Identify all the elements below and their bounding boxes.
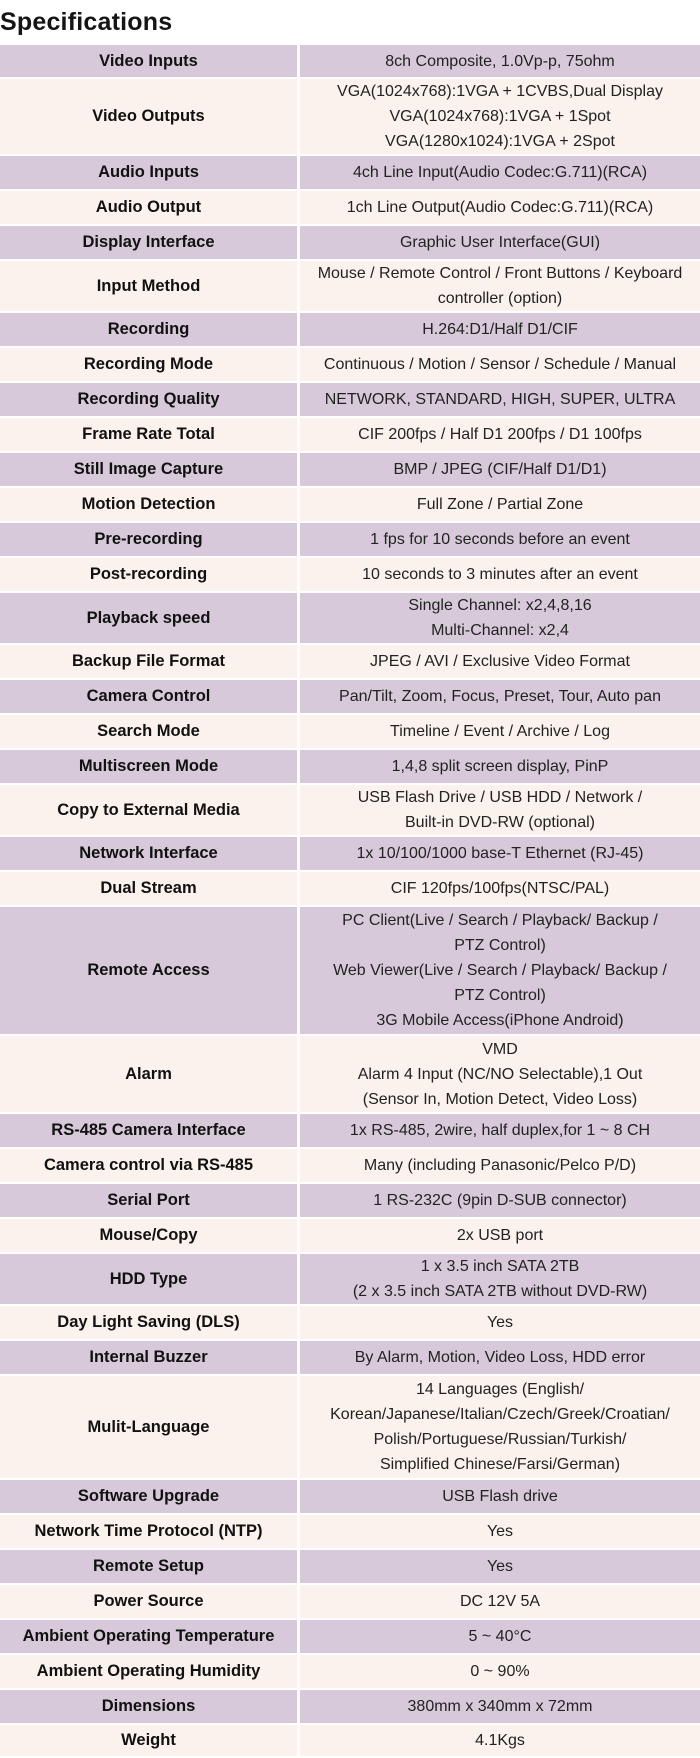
spec-value-line: 10 seconds to 3 minutes after an event [362,566,638,583]
spec-value [300,1149,700,1184]
table-row [0,383,700,418]
spec-value [300,79,700,156]
spec-label: Video Inputs [0,45,300,79]
spec-value [300,1114,700,1149]
spec-label: Power Source [0,1585,300,1620]
spec-value-line: 8ch Composite, 1.0Vp-p, 75ohm [385,52,615,70]
spec-label: Dual Stream [0,872,300,907]
spec-label: Remote Setup [0,1550,300,1585]
spec-label: Camera Control [0,680,300,715]
table-row [0,1690,700,1725]
spec-value [300,1184,700,1219]
spec-value-line: Pan/Tilt, Zoom, Focus, Preset, Tour, Auto pan [339,688,661,705]
table-row [0,1620,700,1655]
spec-value-line: DC 12V 5A [459,1593,541,1610]
spec-label: Motion Detection [0,488,300,523]
table-row [0,1655,700,1690]
spec-value-line: CIF 200fps / Half D1 200fps / D1 100fps [358,426,642,443]
spec-value-line: 4ch Line Input(Audio Codec:G.711)(RCA) [352,164,648,181]
spec-value [300,680,700,715]
spec-value [300,715,700,750]
spec-label: Camera control via RS-485 [0,1149,300,1184]
spec-value [300,261,700,313]
spec-label: Copy to External Media [0,785,300,837]
spec-label: Mulit-Language [0,1376,300,1480]
table-row [0,453,700,488]
spec-value-line: Graphic User Interface(GUI) [399,234,601,251]
spec-value-line: USB Flash drive [442,1488,558,1505]
table-row [0,488,700,523]
spec-value [300,523,700,558]
spec-value-line: 1ch Line Output(Audio Codec:G.711)(RCA) [346,199,654,216]
spec-value-line: 14 Languages (English/ [415,1381,585,1398]
spec-value-line: USB Flash Drive / USB HDD / Network / [357,789,643,806]
spec-label: Display Interface [0,226,300,261]
spec-value [300,1655,700,1690]
spec-value-line: Korean/Japanese/Italian/Czech/Greek/Croatian/ [330,1406,670,1423]
specifications-table [0,45,700,1758]
spec-value [300,1480,700,1515]
spec-value-line: 2x USB port [456,1227,544,1244]
spec-value [300,558,700,593]
table-row [0,750,700,785]
spec-value [300,1515,700,1550]
spec-label: HDD Type [0,1254,300,1306]
spec-value-line: Web Viewer(Live / Search / Playback/ Backup / [333,962,667,979]
spec-label: Alarm [0,1036,300,1114]
spec-value-line: BMP / JPEG (CIF/Half D1/D1) [393,461,607,478]
spec-value-line: PC Client(Live / Search / Playback/ Backup / [342,912,658,929]
spec-value [300,156,700,191]
spec-value-line: PTZ Control) [454,937,546,954]
spec-label: Weight [0,1725,300,1758]
specifications-table-body [0,45,700,1758]
spec-value-line: Full Zone / Partial Zone [416,496,584,513]
spec-value-line: 1 x 3.5 inch SATA 2TB [420,1258,580,1275]
spec-value-line: Single Channel: x2,4,8,16 [408,597,592,614]
table-row [0,907,700,1036]
spec-value [300,418,700,453]
spec-value [300,907,700,1036]
spec-value-line: VGA(1280x1024):1VGA + 2Spot [385,133,615,150]
spec-value-line: 1x RS-485, 2wire, half duplex,for 1 ~ 8 CH [349,1122,651,1139]
spec-value-line: 1 RS-232C (9pin D-SUB connector) [373,1192,627,1209]
spec-label: Serial Port [0,1184,300,1219]
spec-value-line: 0 ~ 90% [470,1663,530,1680]
table-row [0,1550,700,1585]
spec-value [300,1254,700,1306]
spec-value-line: Timeline / Event / Archive / Log [390,723,610,740]
spec-value [300,226,700,261]
spec-label: Ambient Operating Humidity [0,1655,300,1690]
table-row [0,593,700,645]
spec-label: Post-recording [0,558,300,593]
spec-value-line: VGA(1024x768):1VGA + 1Spot [389,108,611,125]
spec-value-line: Yes [486,1558,514,1575]
spec-label: Still Image Capture [0,453,300,488]
spec-value [300,1585,700,1620]
spec-value-line: 1 fps for 10 seconds before an event [370,531,630,548]
spec-value [300,1620,700,1655]
spec-value [300,785,700,837]
table-row [0,1219,700,1254]
spec-value-line: (Sensor In, Motion Detect, Video Loss) [362,1090,638,1108]
table-row [0,418,700,453]
table-row [0,1036,700,1114]
table-row [0,1480,700,1515]
table-row [0,45,700,79]
spec-value [300,45,700,79]
spec-label: Network Time Protocol (NTP) [0,1515,300,1550]
spec-value [300,1690,700,1725]
spec-value-line: Multi-Channel: x2,4 [431,622,569,639]
spec-value [300,645,700,680]
spec-label: Internal Buzzer [0,1341,300,1376]
table-row [0,785,700,837]
spec-value-line: Mouse / Remote Control / Front Buttons / Keyboard [317,265,683,282]
page-title: Specifications [0,8,173,36]
spec-label: Dimensions [0,1690,300,1725]
spec-value-line: Continuous / Motion / Sensor / Schedule / Manual [323,356,677,373]
table-row [0,523,700,558]
table-row [0,156,700,191]
table-row [0,1725,700,1758]
table-row [0,1254,700,1306]
spec-value [300,1376,700,1480]
spec-value-line: 1,4,8 split screen display, PinP [391,758,609,775]
spec-label: Audio Inputs [0,156,300,191]
spec-label: Remote Access [0,907,300,1036]
table-row [0,191,700,226]
table-row [0,226,700,261]
table-row [0,313,700,348]
spec-label: RS-485 Camera Interface [0,1114,300,1149]
table-row [0,558,700,593]
spec-label: Software Upgrade [0,1480,300,1515]
spec-label: Recording [0,313,300,348]
spec-value-line: (2 x 3.5 inch SATA 2TB without DVD-RW) [352,1283,648,1300]
spec-value [300,1725,700,1758]
spec-value-line: PTZ Control) [454,987,546,1004]
spec-value-line: 4.1Kgs [475,1732,525,1749]
spec-value-line: NETWORK, STANDARD, HIGH, SUPER, ULTRA [324,391,676,408]
table-row [0,1585,700,1620]
table-row [0,645,700,680]
spec-value-line: Many (including Panasonic/Pelco P/D) [363,1157,637,1174]
table-row [0,79,700,156]
spec-value [300,872,700,907]
spec-label: Mouse/Copy [0,1219,300,1254]
table-row [0,1341,700,1376]
spec-label: Network Interface [0,837,300,872]
spec-value-line: Polish/Portuguese/Russian/Turkish/ [373,1431,627,1448]
spec-value-line: 1x 10/100/1000 base-T Ethernet (RJ-45) [356,845,644,862]
spec-value [300,750,700,785]
spec-value [300,488,700,523]
table-row [0,837,700,872]
table-row [0,715,700,750]
spec-label: Recording Quality [0,383,300,418]
spec-value-line: Yes [486,1523,514,1540]
spec-label: Input Method [0,261,300,313]
spec-value-line: VMD [482,1040,518,1058]
spec-value [300,1341,700,1376]
table-row [0,1114,700,1149]
spec-value [300,313,700,348]
spec-value-line: JPEG / AVI / Exclusive Video Format [370,653,630,670]
spec-value-line: Simplified Chinese/Farsi/German) [379,1456,621,1473]
spec-label: Video Outputs [0,79,300,156]
table-row [0,680,700,715]
spec-value [300,383,700,418]
spec-value [300,348,700,383]
table-row [0,1376,700,1480]
table-row [0,872,700,907]
spec-label: Audio Output [0,191,300,226]
spec-value-line: controller (option) [437,290,563,307]
spec-value-line: 3G Mobile Access(iPhone Android) [376,1012,624,1029]
spec-value [300,593,700,645]
table-row [0,1149,700,1184]
table-row [0,261,700,313]
spec-value-line: Alarm 4 Input (NC/NO Selectable),1 Out [357,1065,643,1083]
spec-value [300,1306,700,1341]
table-row [0,348,700,383]
spec-label: Backup File Format [0,645,300,680]
spec-value [300,453,700,488]
spec-label: Search Mode [0,715,300,750]
spec-value-line: By Alarm, Motion, Video Loss, HDD error [354,1349,646,1366]
spec-label: Multiscreen Mode [0,750,300,785]
spec-value-line: H.264:D1/Half D1/CIF [422,321,578,338]
spec-value [300,1036,700,1114]
spec-label: Frame Rate Total [0,418,300,453]
spec-label: Day Light Saving (DLS) [0,1306,300,1341]
spec-label: Pre-recording [0,523,300,558]
spec-value-line: 5 ~ 40°C [468,1628,532,1645]
spec-value-line: Built-in DVD-RW (optional) [405,814,595,831]
spec-value [300,1550,700,1585]
spec-value [300,191,700,226]
table-row [0,1515,700,1550]
spec-label: Ambient Operating Temperature [0,1620,300,1655]
spec-label: Recording Mode [0,348,300,383]
spec-value-line: Yes [486,1314,514,1331]
spec-label: Playback speed [0,593,300,645]
spec-value [300,837,700,872]
table-row [0,1184,700,1219]
spec-value-line: CIF 120fps/100fps(NTSC/PAL) [390,880,610,897]
spec-value-line: 380mm x 340mm x 72mm [407,1698,593,1715]
spec-value [300,1219,700,1254]
table-row [0,1306,700,1341]
spec-value-line: VGA(1024x768):1VGA + 1CVBS,Dual Display [337,83,663,100]
